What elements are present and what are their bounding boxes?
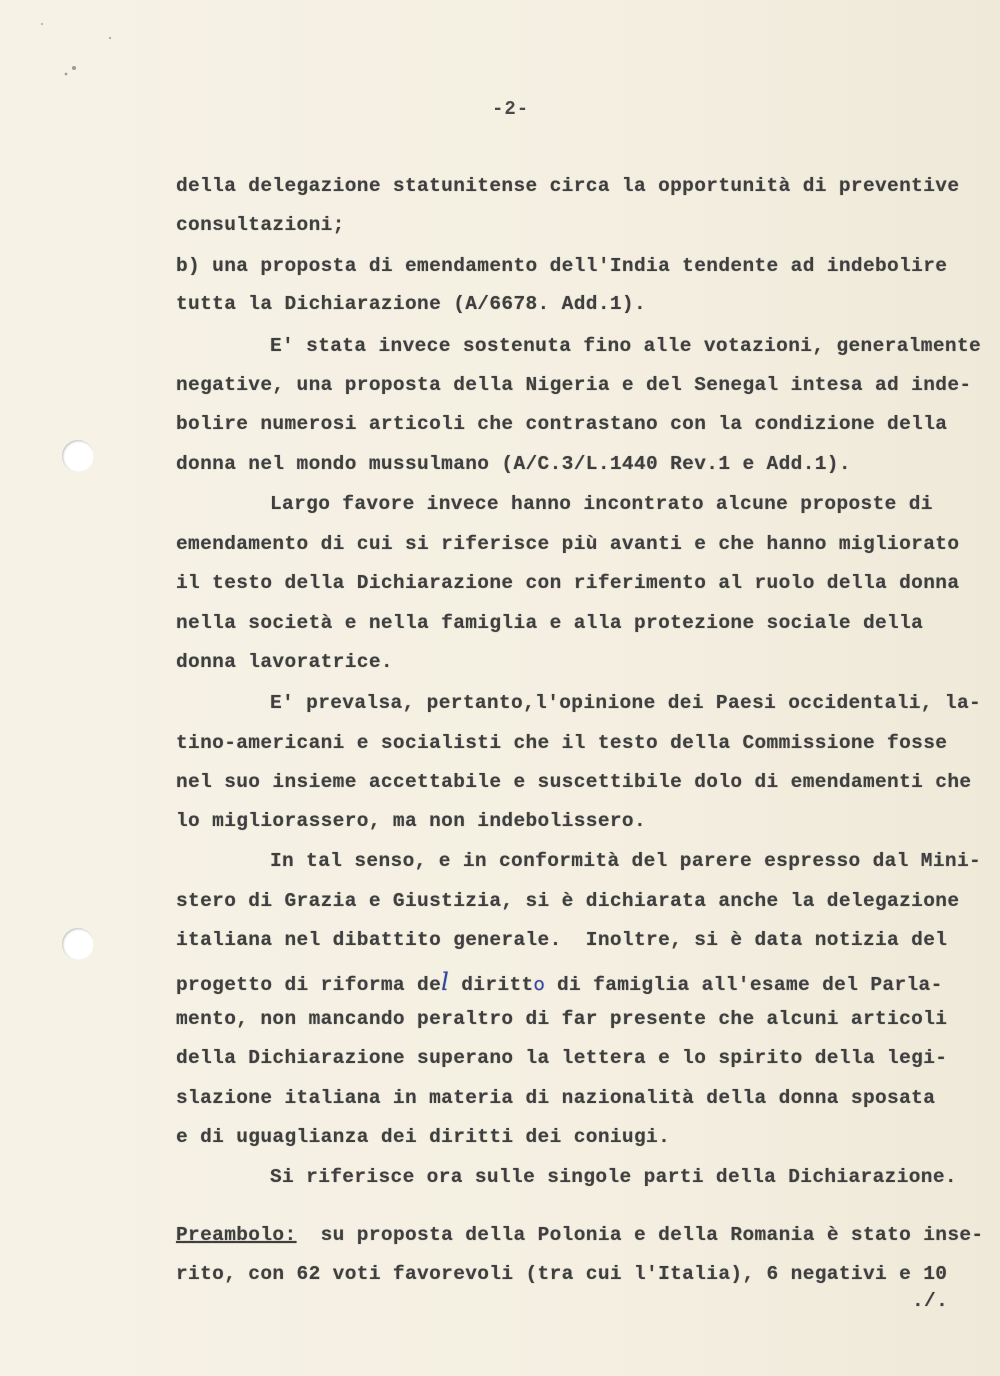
text-line: mento, non mancando peraltro di far presente che alcuni articoli — [176, 1008, 948, 1030]
text-line: della Dichiarazione superano la lettera e lo spirito della legi- — [176, 1047, 948, 1069]
text-segment: diritt — [449, 974, 534, 996]
continuation-mark: ./. — [912, 1290, 949, 1312]
text-line: tino-americani e socialisti che il testo della Commissione fosse — [176, 732, 948, 754]
text-segment: progetto di riforma de — [176, 974, 442, 996]
preamble-line — [176, 1224, 984, 1246]
text-line: nel suo insieme accettabile e suscettibile dolo di emendamenti che — [176, 771, 972, 793]
text-line: Largo favore invece hanno incontrato alcune proposte di — [270, 493, 933, 515]
page-number: -2- — [492, 98, 530, 120]
handwritten-correction-o: o — [533, 974, 545, 995]
text-line: lo migliorassero, ma non indebolissero. — [176, 810, 647, 832]
text-line: italiana nel dibattito generale. Inoltre, si è data notizia del — [176, 929, 948, 951]
text-line: e di uguaglianza dei diritti dei coniugi. — [176, 1126, 671, 1148]
text-line: bolire numerosi articoli che contrastano con la condizione della — [176, 413, 948, 435]
text-line: il testo della Dichiarazione con riferimento al ruolo della donna — [176, 572, 960, 594]
text-line: della delegazione statunitense circa la opportunità di preventive — [176, 175, 960, 197]
punch-hole-bottom — [62, 928, 94, 960]
text-line: tutta la Dichiarazione (A/6678. Add.1). — [176, 293, 647, 315]
text-line: E' prevalsa, pertanto,l'opinione dei Paesi occidentali, la- — [270, 692, 982, 714]
text-line: rito, con 62 voti favorevoli (tra cui l'Italia), 6 negativi e 10 — [176, 1263, 948, 1285]
text-line: E' stata invece sostenuta fino alle votazioni, generalmente — [270, 335, 982, 357]
text-segment: su proposta della Polonia e della Romania è stato inse- — [296, 1224, 984, 1246]
text-segment: di famiglia all'esame del Parla- — [544, 974, 943, 996]
text-line: nella società e nella famiglia e alla protezione sociale della — [176, 612, 924, 634]
punch-hole-top — [62, 440, 94, 472]
text-line: consultazioni; — [176, 214, 345, 236]
text-line-with-handwriting — [176, 968, 943, 996]
preamble-heading: Preambolo: — [176, 1224, 297, 1246]
text-line: stero di Grazia e Giustizia, si è dichiarata anche la delegazione — [176, 890, 960, 912]
text-line: slazione italiana in materia di nazionalità della donna sposata — [176, 1087, 936, 1109]
handwritten-correction-l: l — [441, 968, 450, 996]
text-line: donna lavoratrice. — [176, 651, 393, 673]
text-line: emendamento di cui si riferisce più avanti e che hanno migliorato — [176, 533, 960, 555]
text-line: b) una proposta di emendamento dell'India tendente ad indebolire — [176, 255, 948, 277]
text-line: donna nel mondo mussulmano (A/C.3/L.1440 Rev.1 e Add.1). — [176, 453, 851, 475]
text-line: negative, una proposta della Nigeria e del Senegal intesa ad inde- — [176, 374, 972, 396]
text-line: Si riferisce ora sulle singole parti della Dichiarazione. — [270, 1166, 957, 1188]
text-line: In tal senso, e in conformità del parere espresso dal Mini- — [270, 850, 982, 872]
